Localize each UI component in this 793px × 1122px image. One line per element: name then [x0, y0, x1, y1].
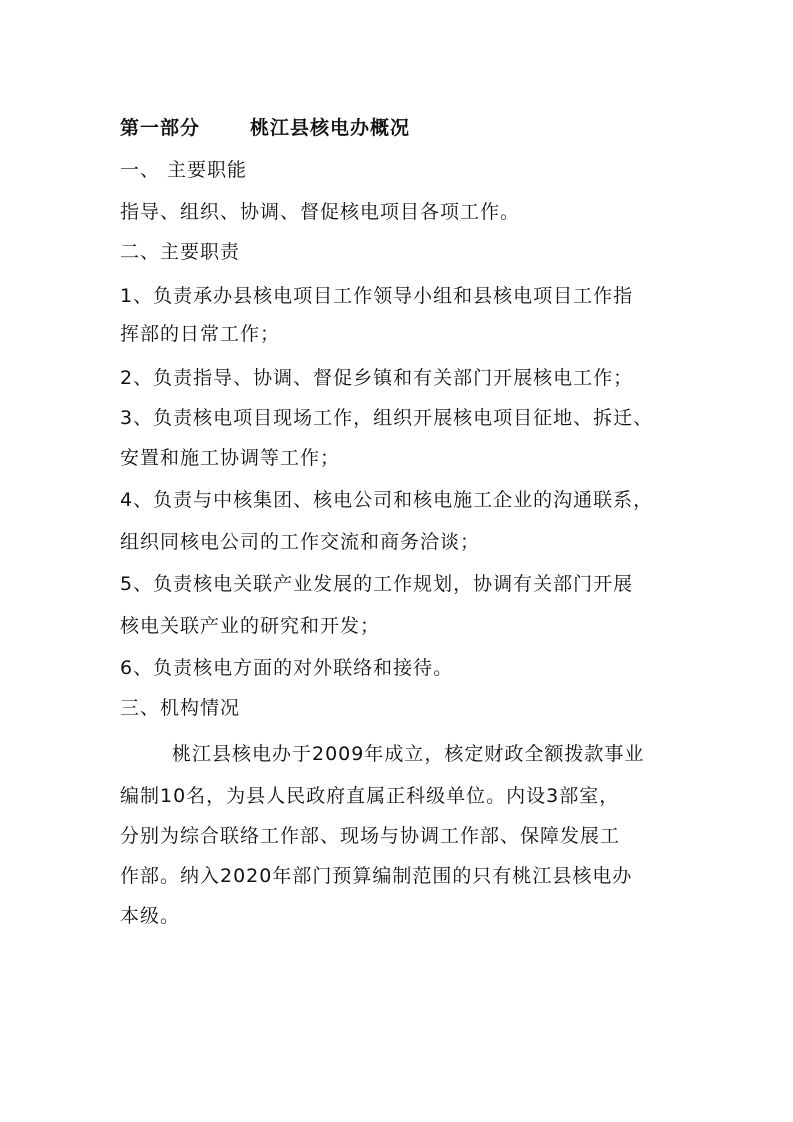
duty-item-1-line-1: 1、负责承办县核电项目工作领导小组和县核电项目工作指	[120, 285, 634, 307]
duty-item-4-line-1: 4、负责与中核集团、核电公司和核电施工企业的沟通联系，	[120, 489, 654, 511]
section3-line-4: 作部。纳入2020年部门预算编制范围的只有桃江县核电办	[120, 865, 633, 887]
section3-line-5: 本级。	[120, 905, 181, 927]
section3-heading: 三、机构情况	[120, 697, 241, 719]
page-title	[120, 116, 410, 140]
section3-line-1: 桃江县核电办于2009年成立，核定财政全额拨款事业	[172, 743, 645, 765]
title-part: 第一部分	[120, 117, 201, 139]
title-name: 桃江县核电办概况	[250, 117, 411, 139]
duty-item-3-line-2: 安置和施工协调等工作；	[120, 447, 341, 469]
section3-line-3: 分别为综合联络工作部、现场与协调工作部、保障发展工	[120, 825, 621, 847]
duty-item-3-line-1: 3、负责核电项目现场工作，组织开展核电项目征地、拆迁、	[120, 407, 654, 429]
duty-item-5-line-1: 5、负责核电关联产业发展的工作规划，协调有关部门开展	[120, 573, 634, 595]
section3-line-2: 编制10名，为县人民政府直属正科级单位。内设3部室，	[120, 785, 620, 807]
section1-heading: 一、 主要职能	[120, 159, 248, 181]
section1-text: 指导、组织、协调、督促核电项目各项工作。	[120, 201, 521, 223]
duty-item-4-line-2: 组织同核电公司的工作交流和商务洽谈；	[120, 531, 481, 553]
duty-item-6-line-1: 6、负责核电方面的对外联络和接待。	[120, 657, 454, 679]
duty-item-2-line-1: 2、负责指导、协调、督促乡镇和有关部门开展核电工作；	[120, 367, 634, 389]
duty-item-1-line-2: 挥部的日常工作；	[120, 323, 281, 345]
section2-heading: 二、主要职责	[120, 241, 241, 263]
duty-item-5-line-2: 核电关联产业的研究和开发；	[120, 615, 381, 637]
